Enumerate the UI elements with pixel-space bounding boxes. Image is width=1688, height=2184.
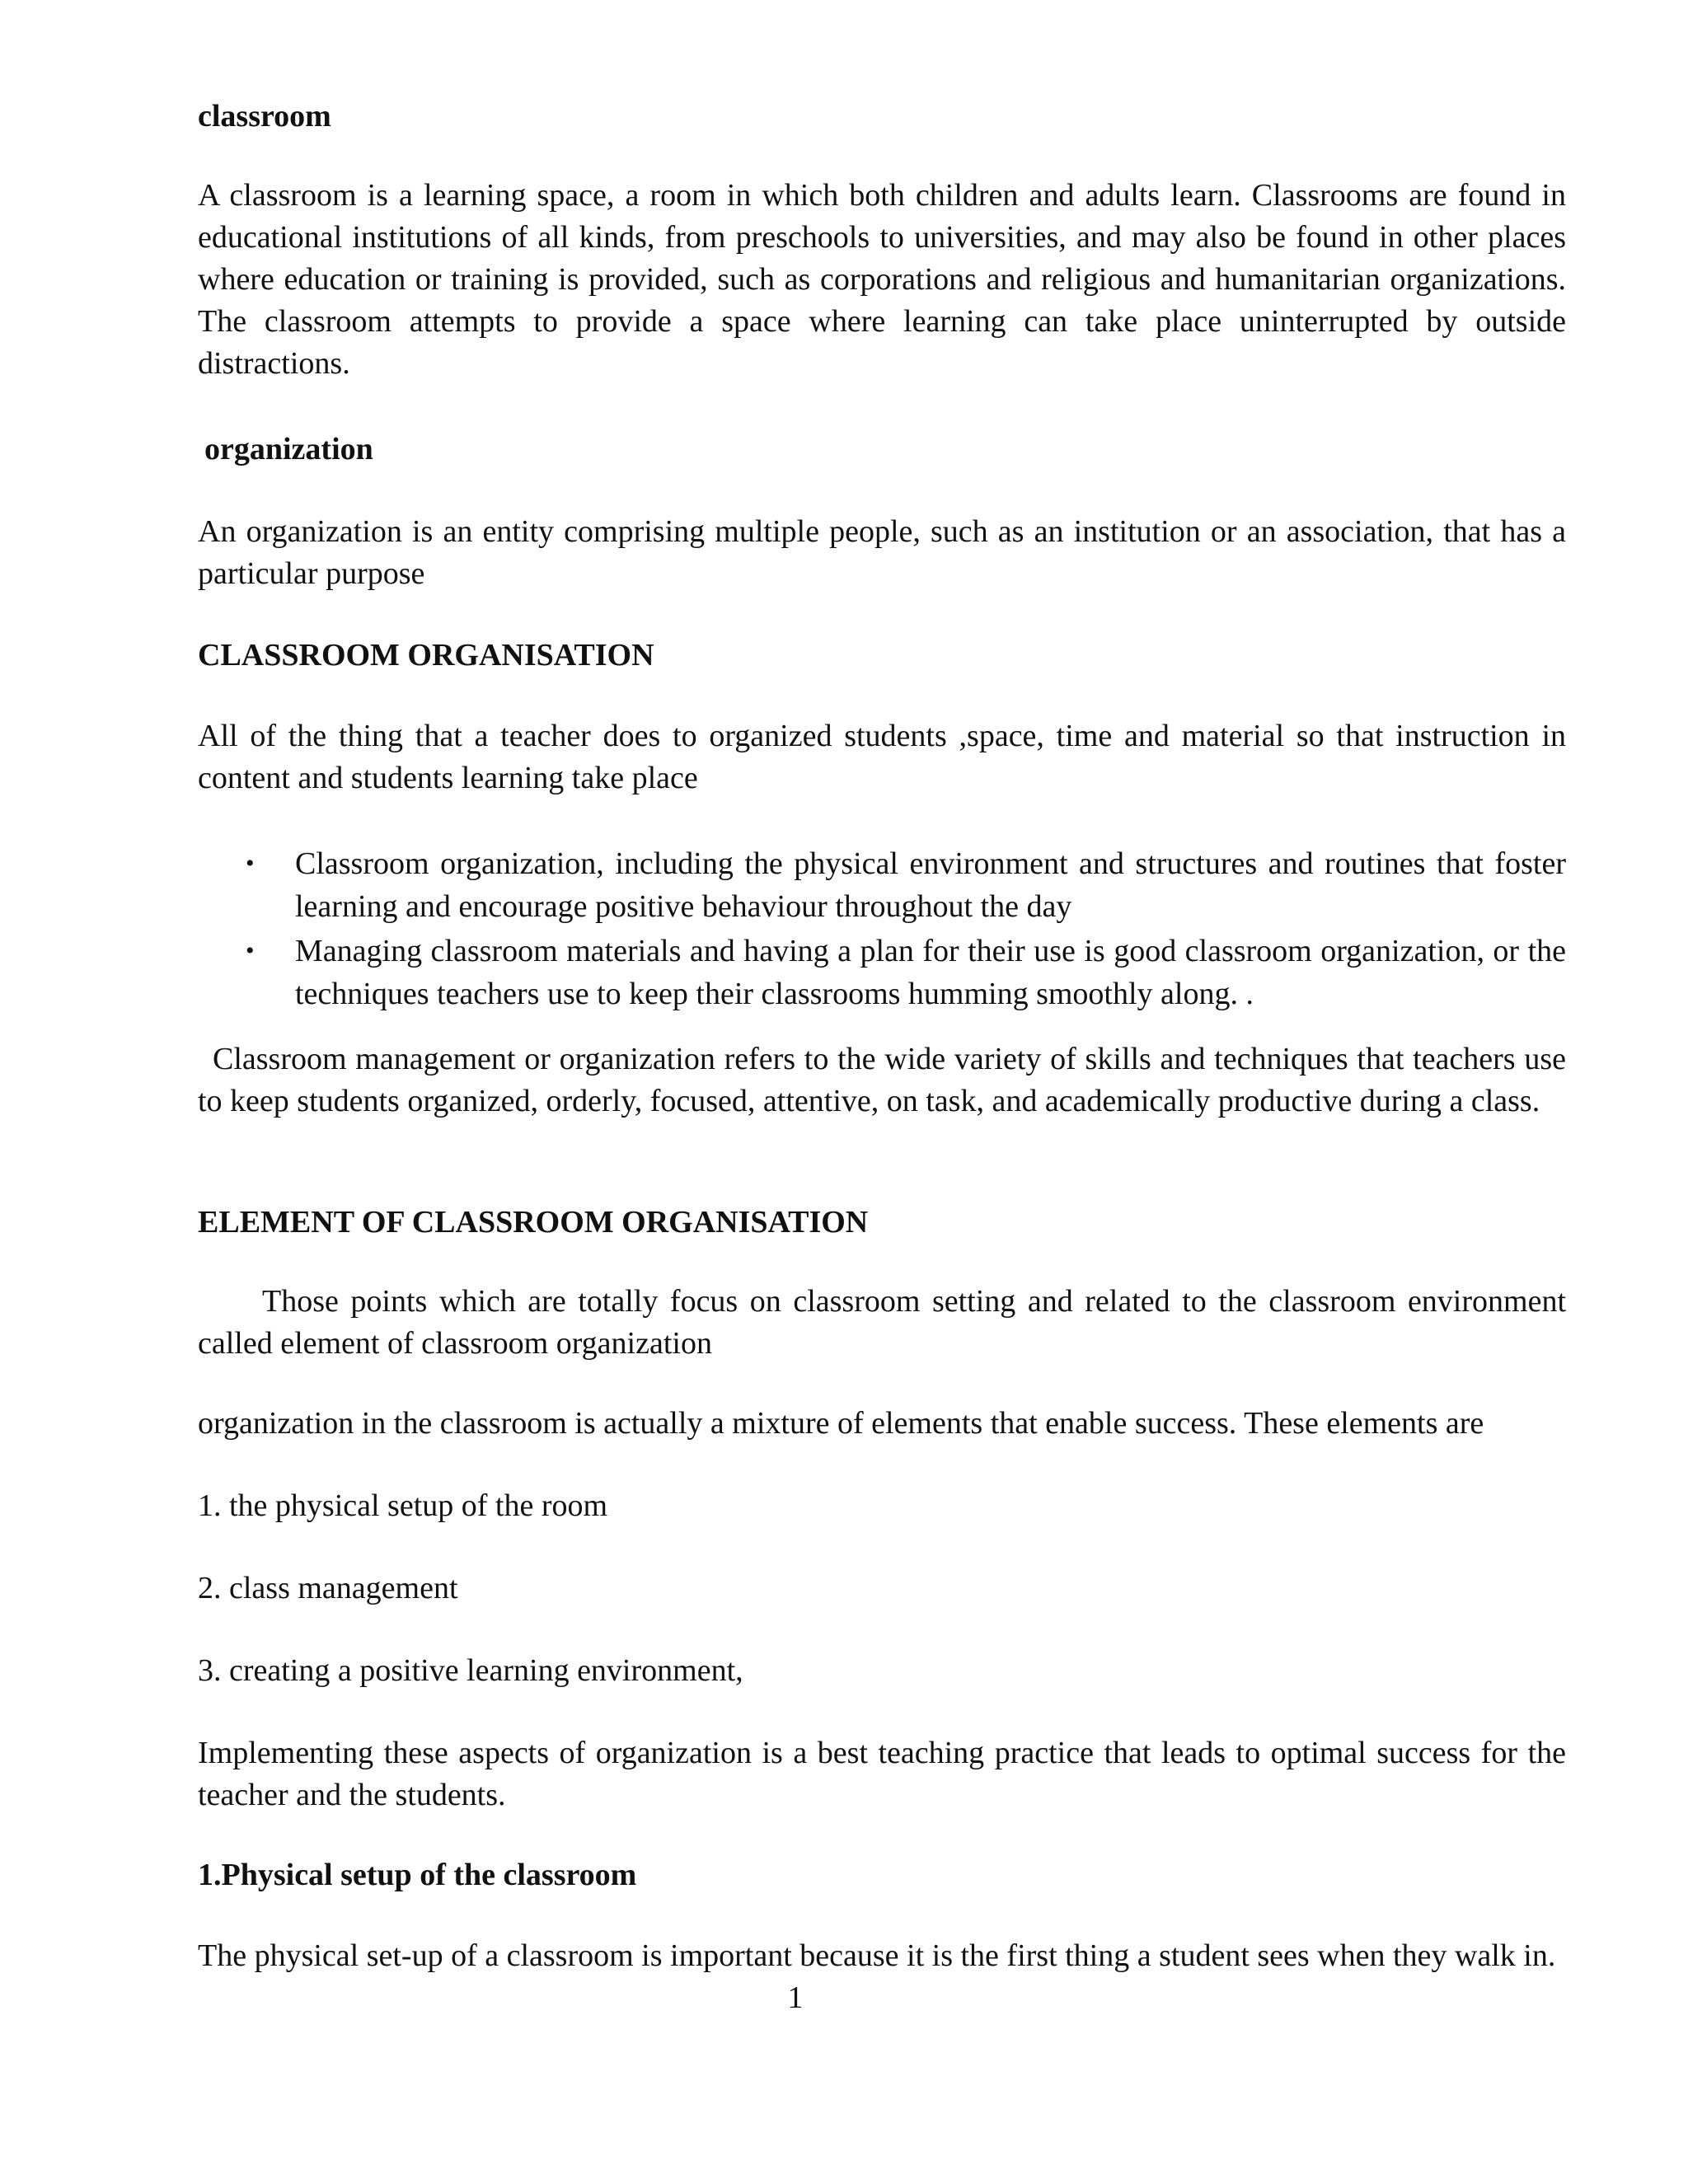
heading-physical-setup: 1.Physical setup of the classroom (198, 1858, 637, 1892)
bullet-item (198, 842, 1566, 928)
paragraph-element-definition: Those points which are totally focus on classroom setting and related to the classroom environment called element of classroom organization (198, 1284, 1566, 1361)
page-number: 1 (787, 1980, 804, 2015)
paragraph-classroom-organisation-definition: All of the thing that a teacher does to organized students ,space, time and material so that instruction in content and students learning take place (198, 719, 1566, 795)
paragraph-classroom-definition: A classroom is a learning space, a room in which both children and adults learn. Classrooms are found in educational institutions of all kinds, from preschools to universities, and may also be found in other places where education or training is provided, such as corporations and religious and humanitarian organizations. The classroom attempts to provide a space where learning can take place uninterrupted by outside distractions. (198, 178, 1566, 381)
list-item-positive-environment: 3. creating a positive learning environment, (198, 1653, 743, 1688)
heading-element-of-classroom-organisation: ELEMENT OF CLASSROOM ORGANISATION (198, 1205, 869, 1240)
list-item-class-management: 2. class management (198, 1571, 458, 1605)
paragraph-mixture-of-elements: organization in the classroom is actually a mixture of elements that enable success. These elements are (198, 1406, 1484, 1441)
paragraph-classroom-management: Classroom management or organization refers to the wide variety of skills and techniques that teachers use to keep students organized, orderly, focused, attentive, on task, and academically productive during a class. (198, 1042, 1566, 1118)
heading-classroom-organisation: CLASSROOM ORGANISATION (198, 638, 654, 673)
list-item-physical-setup: 1. the physical setup of the room (198, 1488, 608, 1523)
heading-organization: organization (204, 432, 373, 466)
heading-classroom: classroom (198, 99, 331, 134)
bullet-item (198, 930, 1566, 1015)
bullet-list (198, 842, 1566, 1017)
paragraph-organization-definition: An organization is an entity comprising multiple people, such as an institution or an association, that has a particular purpose (198, 514, 1566, 591)
bullet-text: Classroom organization, including the physical environment and structures and routines that foster learning and encourage positive behaviour throughout the day (295, 846, 1566, 924)
bullet-icon: • (246, 850, 255, 877)
bullet-text: Managing classroom materials and having a plan for their use is good classroom organization, or the techniques teachers use to keep their classrooms humming smoothly along. . (295, 934, 1566, 1011)
paragraph-physical-setup: The physical set-up of a classroom is important because it is the first thing a student sees when they walk in. (198, 1938, 1556, 1973)
bullet-icon: • (246, 937, 255, 964)
paragraph-implementing: Implementing these aspects of organization is a best teaching practice that leads to optimal success for the teacher and the students. (198, 1736, 1566, 1812)
